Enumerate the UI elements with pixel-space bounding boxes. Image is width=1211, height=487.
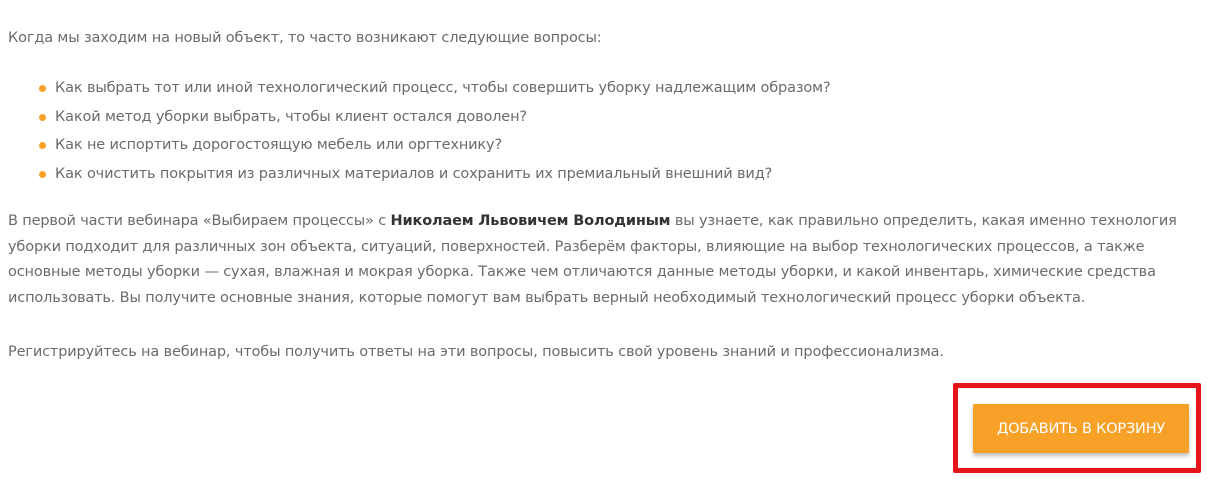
bullet-dot-icon (39, 114, 46, 121)
bullet-dot-icon (39, 171, 46, 178)
questions-list (8, 74, 1203, 188)
bullet-dot-icon (39, 85, 46, 92)
webinar-description (8, 209, 1203, 311)
question-text: Как не испортить дорогостоящую мебель или оргтехнику? (55, 137, 503, 153)
register-call-to-action: Регистрируйтесь на вебинар, чтобы получить ответы на эти вопросы, повысить свой уровень знаний и профессионализма. (8, 344, 944, 360)
question-text: Как выбрать тот или иной технологический процесс, чтобы совершить уборку надлежащим образом? (55, 80, 831, 96)
list-item (39, 74, 1203, 103)
question-text: Какой метод уборки выбрать, чтобы клиент остался доволен? (55, 108, 527, 125)
speaker-name: Николаем Львовичем Володиным (390, 213, 671, 229)
article-content (8, 27, 1203, 363)
list-item (39, 103, 1203, 132)
list-item (39, 131, 1203, 160)
intro-text: Когда мы заходим на новый объект, то часто возникают следующие вопросы: (8, 30, 602, 46)
list-item (39, 160, 1203, 189)
question-text: Как очистить покрытия из различных материалов и сохранить их премиальный внешний вид? (55, 165, 773, 182)
add-to-cart-button[interactable]: ДОБАВИТЬ В КОРЗИНУ (973, 404, 1189, 453)
bullet-dot-icon (39, 142, 46, 149)
description-text-after: вы узнаете, как правильно определить, какая именно технология уборки подходит для различных зон объекта, ситуаций, поверхностей. Разберём факторы, влияющие на выбор технологических процессов, а также основные методы уборки — сухая, влажная и мокрая уборка. Также чем отличаются данные методы уборки, и какой инвентарь, химические средства использовать. Вы получите основные знания, которые помогут вам выбрать верный необходимый технологический процесс уборки объекта. (8, 213, 1177, 306)
description-text-before: В первой части вебинара «Выбираем процессы» с (8, 213, 391, 229)
